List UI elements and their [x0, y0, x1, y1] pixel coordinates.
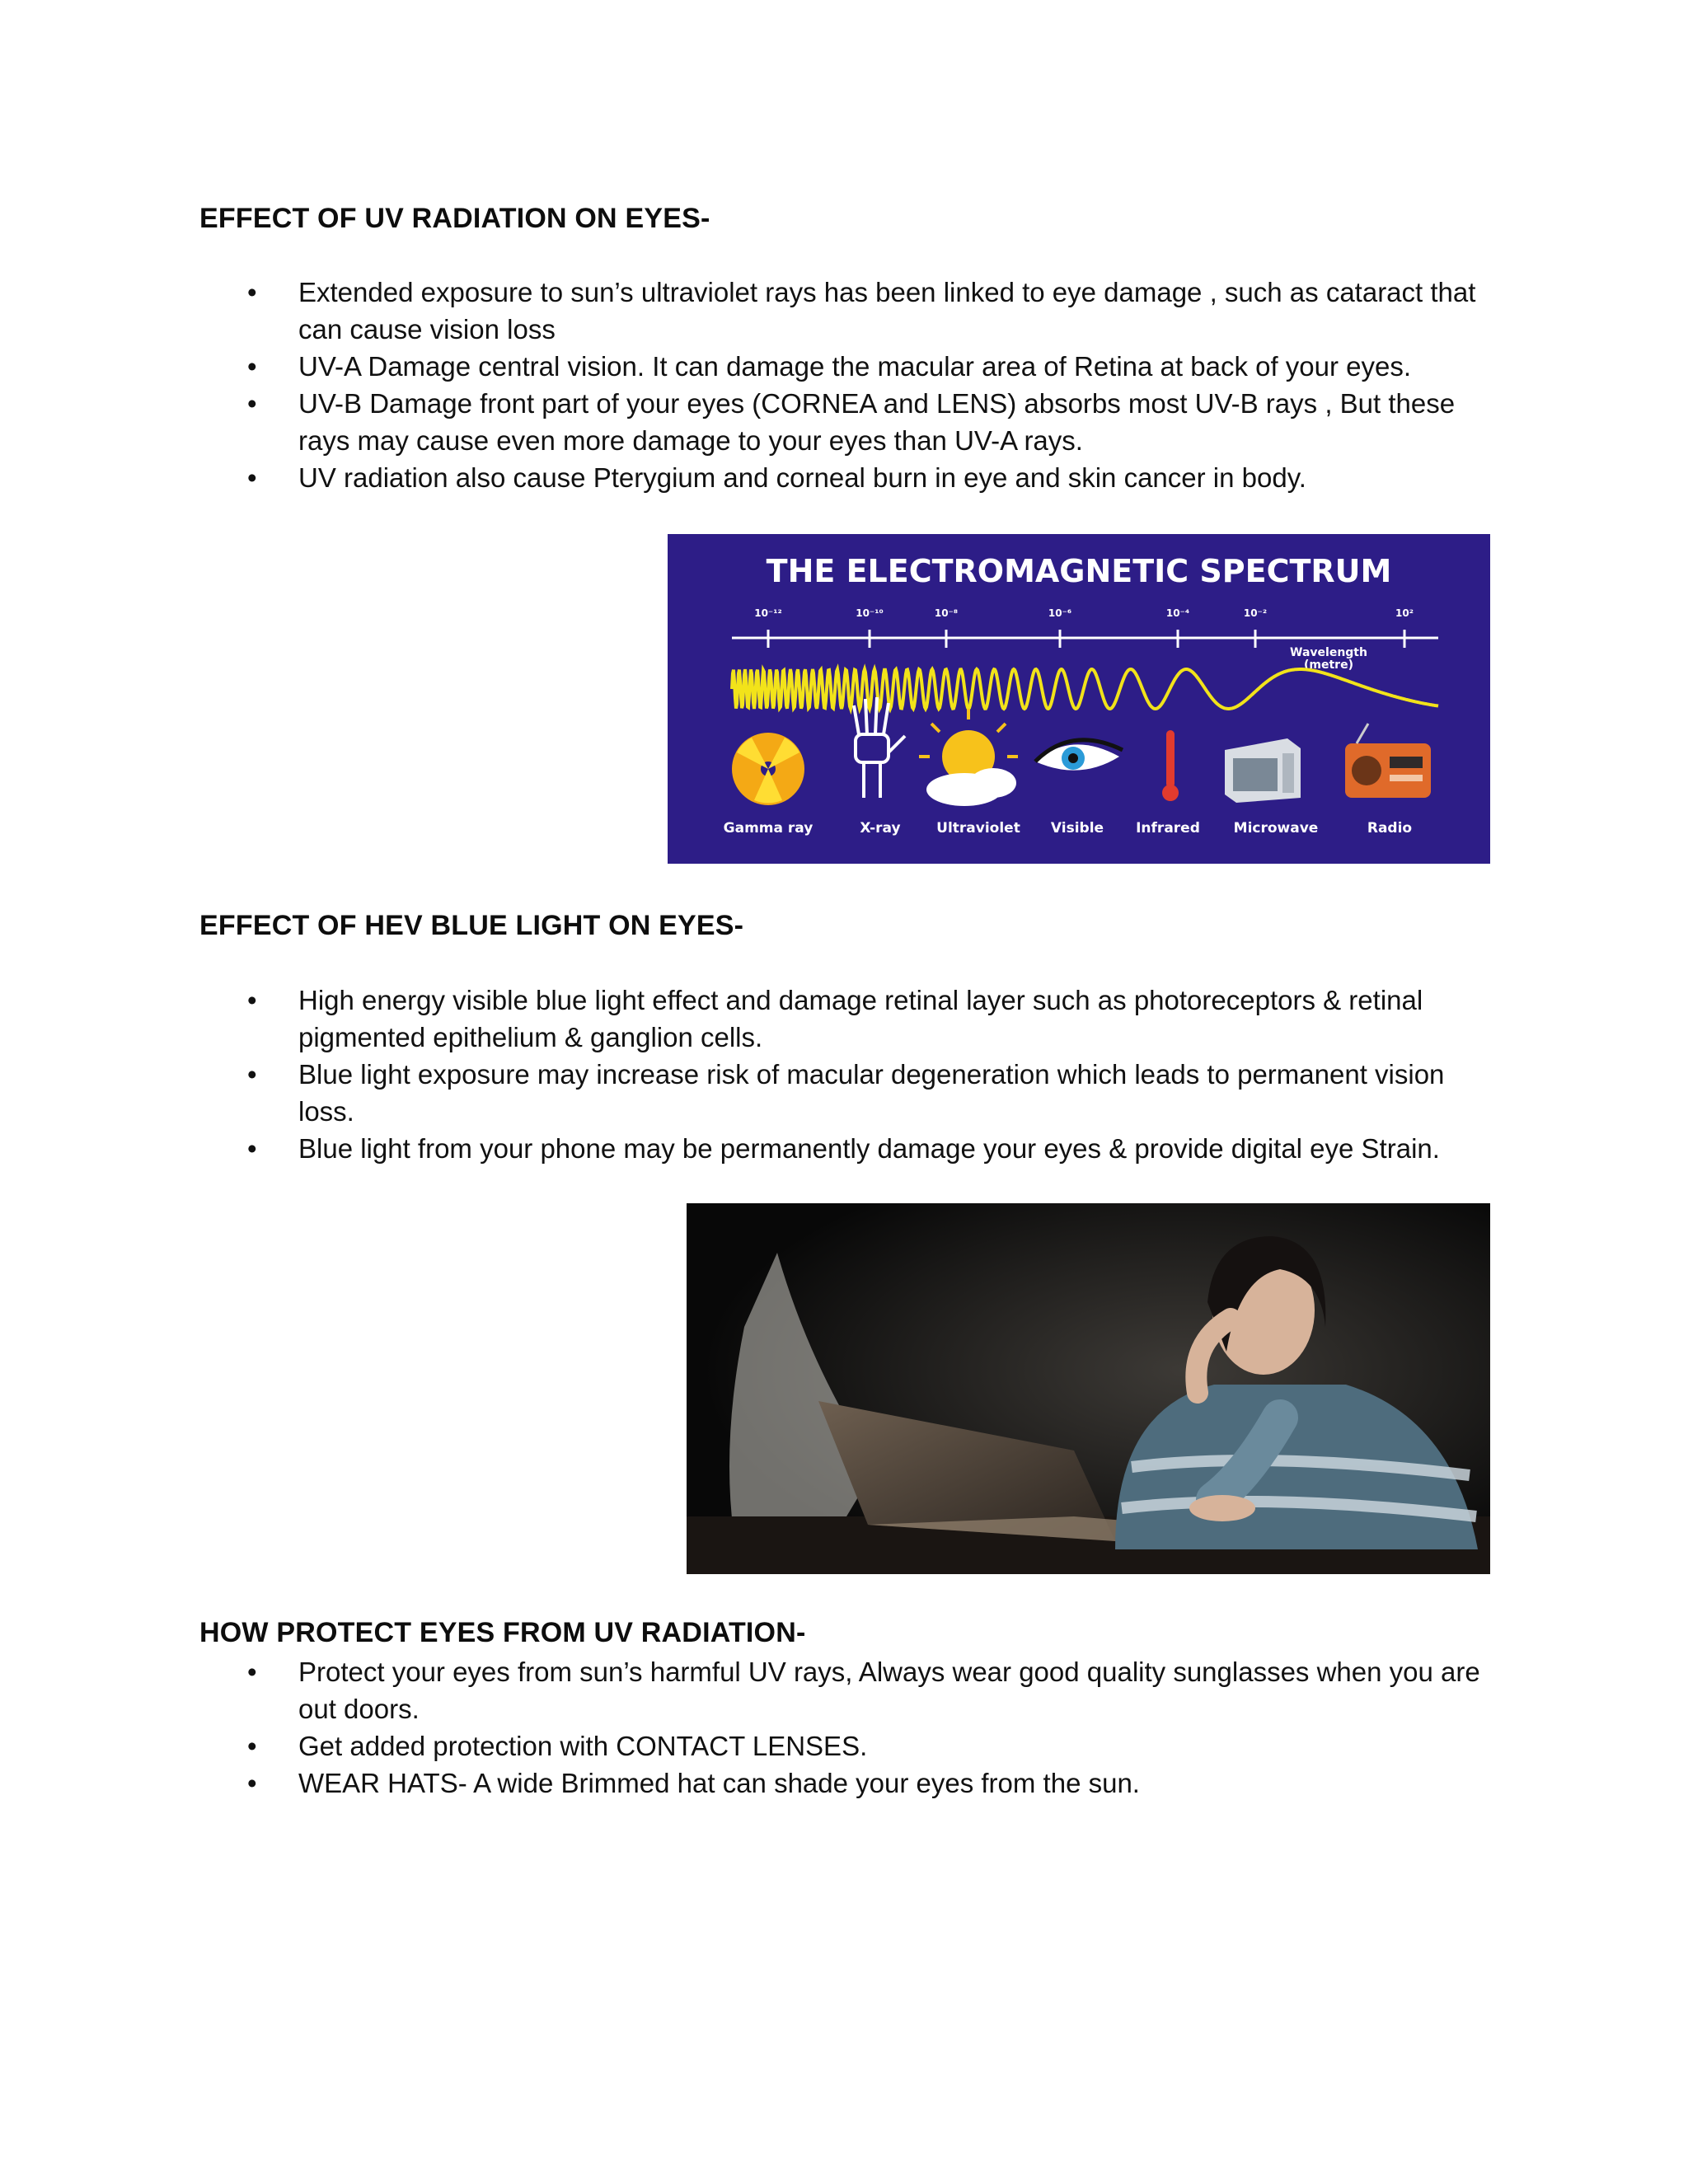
band-label: Microwave	[1233, 820, 1319, 837]
band-label: Infrared	[1136, 820, 1200, 837]
sun-cloud-icon	[919, 709, 1018, 806]
tick-label: 10⁻⁸	[934, 607, 959, 619]
tick-label: 10⁻¹²	[754, 607, 782, 619]
tick-label: 10⁻⁶	[1048, 607, 1072, 619]
list-item	[247, 1727, 1500, 1765]
tick-label: 10²	[1395, 607, 1414, 619]
band-label: Visible	[1050, 820, 1104, 837]
bullet-icon: •	[247, 388, 257, 419]
list-item	[247, 1130, 1500, 1167]
wave-line	[732, 669, 1438, 709]
list-item	[247, 1653, 1500, 1727]
bullet-icon: •	[247, 985, 257, 1015]
bullet-icon: •	[247, 351, 257, 382]
list-item	[247, 982, 1500, 1056]
bullet-icon: •	[247, 277, 257, 307]
list-item-text: Get added protection with CONTACT LENSES.	[298, 1731, 868, 1761]
tick-label: 10⁻⁴	[1165, 607, 1190, 619]
band-label: Ultraviolet	[936, 820, 1020, 837]
section-heading-protect: HOW PROTECT EYES FROM UV RADIATION-	[199, 1617, 806, 1648]
band-labels	[724, 820, 1412, 837]
uv-effects-list	[247, 274, 1500, 496]
protection-list	[247, 1653, 1500, 1802]
hev-effects-list	[247, 982, 1500, 1167]
microwave-icon	[1225, 738, 1301, 803]
wavelength-label: Wavelength	[1290, 646, 1367, 659]
section-heading-hev: EFFECT OF HEV BLUE LIGHT ON EYES-	[199, 910, 744, 941]
list-item	[247, 1765, 1500, 1802]
list-item	[247, 385, 1500, 459]
band-label: X-ray	[860, 820, 901, 837]
list-item	[247, 459, 1500, 496]
tick-labels	[754, 607, 1414, 619]
bullet-icon: •	[247, 1731, 257, 1761]
thermometer-icon	[1162, 730, 1179, 801]
section-heading-uv: EFFECT OF UV RADIATION ON EYES-	[199, 203, 710, 234]
list-item	[247, 274, 1500, 348]
bullet-icon: •	[247, 1768, 257, 1798]
eye-icon	[1035, 740, 1123, 771]
list-item-text: Blue light exposure may increase risk of macular degeneration which leads to permanent vision loss.	[298, 1059, 1445, 1127]
list-item-text: WEAR HATS- A wide Brimmed hat can shade your eyes from the sun.	[298, 1768, 1140, 1798]
list-item	[247, 348, 1500, 385]
list-item-text: UV-B Damage front part of your eyes (CORNEA and LENS) absorbs most UV-B rays , But these rays may cause even more damage to your eyes than UV-A rays.	[298, 388, 1456, 456]
list-item-text: UV-A Damage central vision. It can damage the macular area of Retina at back of your eyes.	[298, 351, 1412, 382]
tick-label: 10⁻²	[1243, 607, 1268, 619]
list-item-text: Extended exposure to sun’s ultraviolet rays has been linked to eye damage , such as cataract that can cause vision loss	[298, 277, 1476, 344]
bullet-icon: •	[247, 1657, 257, 1687]
blue-light-photo	[687, 1203, 1490, 1574]
electromagnetic-spectrum-figure	[668, 534, 1490, 864]
bullet-icon: •	[247, 1059, 257, 1090]
spectrum-graphic	[668, 534, 1490, 864]
list-item-text: Protect your eyes from sun’s harmful UV rays, Always wear good quality sunglasses when you are out doors.	[298, 1657, 1480, 1724]
tick-label: 10⁻¹⁰	[856, 607, 884, 619]
list-item-text: High energy visible blue light effect and damage retinal layer such as photoreceptors & retinal pigmented epithelium & ganglion cells.	[298, 985, 1423, 1052]
list-item-text: Blue light from your phone may be permanently damage your eyes & provide digital eye Strain.	[298, 1133, 1440, 1164]
band-label: Gamma ray	[723, 820, 814, 837]
radiation-icon	[732, 733, 804, 805]
spectrum-title: THE ELECTROMAGNETIC SPECTRUM	[766, 553, 1392, 589]
photo-illustration	[687, 1203, 1490, 1574]
wavelength-unit-label: (metre)	[1304, 658, 1353, 672]
bullet-icon: •	[247, 462, 257, 493]
list-item-text: UV radiation also cause Pterygium and corneal burn in eye and skin cancer in body.	[298, 462, 1306, 493]
bullet-icon: •	[247, 1133, 257, 1164]
list-item	[247, 1056, 1500, 1130]
radio-icon	[1345, 724, 1431, 798]
band-label: Radio	[1367, 820, 1413, 837]
